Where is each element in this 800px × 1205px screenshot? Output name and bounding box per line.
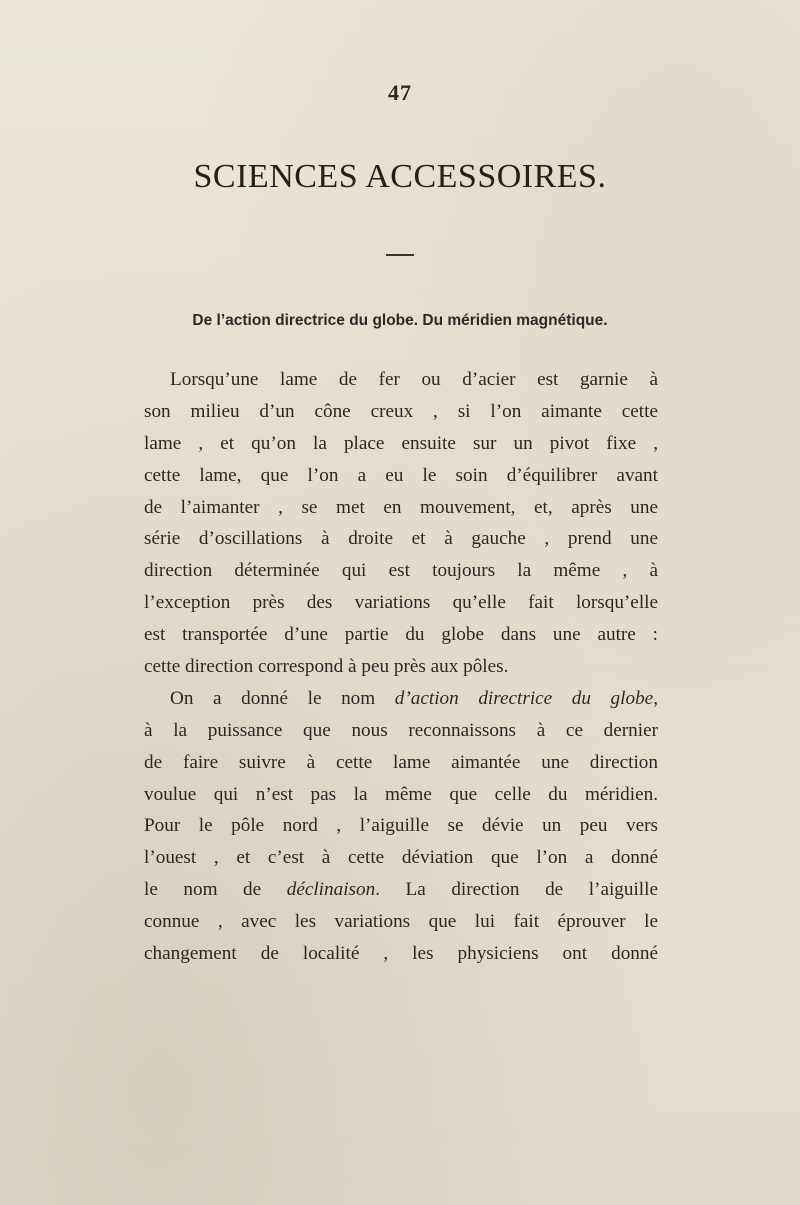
subtitle: De l’action directrice du globe. Du méridien magnétique.: [192, 312, 608, 329]
text-line: cette lame, que l’on a eu le soin d’équilibrer avant: [144, 464, 658, 486]
text-line: de faire suivre à cette lame aimantée une direction: [144, 751, 658, 773]
text-span: ,: [653, 687, 658, 709]
text-line: changement de localité , les physiciens ont donné: [144, 943, 658, 965]
text-line: [144, 683, 658, 715]
italic-term: déclinaison: [286, 879, 376, 901]
text-line: à la puissance que nous reconnaissons à ce dernier: [144, 719, 658, 741]
text-line: connue , avec les variations que lui fait éprouver le: [144, 911, 658, 933]
page-number: 47: [388, 80, 412, 105]
text-line: est transportée d’une partie du globe dans une autre :: [144, 624, 658, 646]
text-line: Pour le pôle nord , l’aiguille se dévie un peu vers: [144, 815, 658, 837]
body-text: [144, 364, 658, 970]
title-rule: [386, 254, 414, 256]
text-line: l’ouest , et c’est à cette déviation que l’on a donné: [144, 847, 658, 869]
text-line: [144, 874, 658, 906]
text-line: Lorsqu’une lame de fer ou d’acier est garnie à: [170, 369, 658, 390]
text-line: direction déterminée qui est toujours la même , à: [144, 560, 658, 582]
text-line: cette direction correspond à peu près aux pôles.: [144, 656, 509, 678]
text-line: lame , et qu’on la place ensuite sur un pivot fixe ,: [144, 432, 658, 454]
text-line: voulue qui n’est pas la même que celle du méridien.: [144, 783, 658, 805]
text-span: On a donné le nom: [170, 687, 395, 709]
text-line: de l’aimanter , se met en mouvement, et, après une: [144, 496, 658, 518]
text-line: l’exception près des variations qu’elle fait lorsqu’elle: [144, 592, 658, 614]
text-line: série d’oscillations à droite et à gauche , prend une: [144, 528, 658, 550]
text-span: . La direction de l’aiguille: [375, 879, 658, 901]
section-title: SCIENCES ACCESSOIRES.: [193, 158, 607, 195]
italic-term: d’action directrice du globe: [394, 687, 654, 709]
text-line: son milieu d’un cône creux , si l’on aimante cette: [144, 400, 658, 422]
text-span: le nom de: [144, 879, 287, 901]
